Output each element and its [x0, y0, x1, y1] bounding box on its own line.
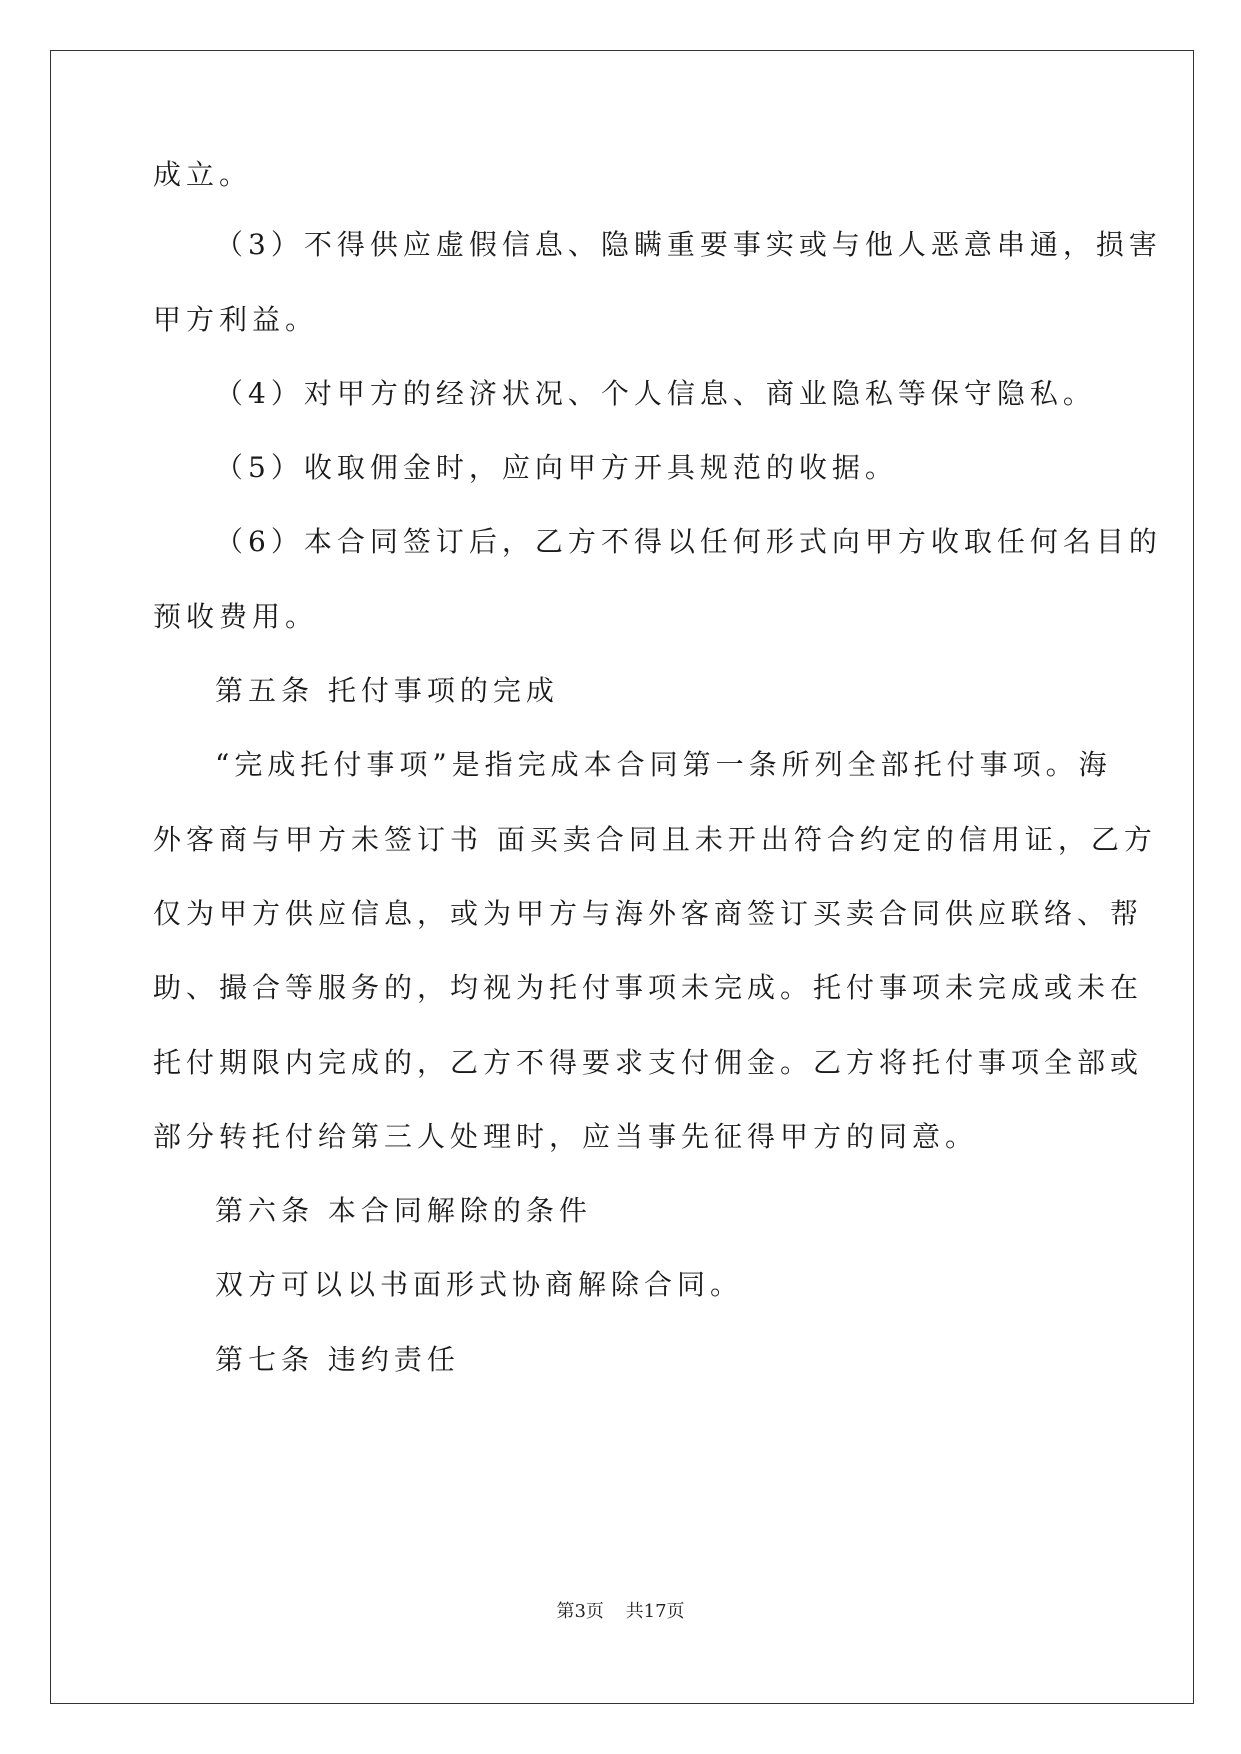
section-heading: 第五条 托付事项的完成	[215, 674, 559, 707]
text-line: 成立。	[153, 158, 253, 191]
text-line: （3）不得供应虚假信息、隐瞒重要事实或与他人恶意串通，损害	[215, 228, 1162, 261]
text-line: 仅为甲方供应信息，或为甲方与海外客商签订买卖合同供应联络、帮	[153, 897, 1144, 930]
text-line: 外客商与甲方未签订书 面买卖合同且未开出符合约定的信用证，乙方	[153, 823, 1157, 856]
text-line: “完成托付事项”是指完成本合同第一条所列全部托付事项。海	[215, 748, 1112, 781]
section-heading: 第六条 本合同解除的条件	[215, 1194, 592, 1227]
text-line: 甲方利益。	[153, 303, 319, 336]
section-heading: 第七条 违约责任	[215, 1343, 460, 1376]
page-footer	[0, 1600, 1241, 1624]
text-line: 预收费用。	[153, 600, 319, 633]
text-line: （5）收取佣金时，应向甲方开具规范的收据。	[215, 451, 898, 484]
text-line: （4）对甲方的经济状况、个人信息、商业隐私等保守隐私。	[215, 377, 1096, 410]
text-line: 部分转托付给第三人处理时，应当事先征得甲方的同意。	[153, 1120, 979, 1153]
text-line: 助、撮合等服务的，均视为托付事项未完成。托付事项未完成或未在	[153, 971, 1144, 1004]
text-line: 托付期限内完成的，乙方不得要求支付佣金。乙方将托付事项全部或	[153, 1046, 1144, 1079]
page-border	[50, 50, 1194, 1704]
text-line: 双方可以以书面形式协商解除合同。	[215, 1268, 744, 1301]
page-number-total: 共17页	[625, 1601, 685, 1622]
page-number-current: 第3页	[556, 1601, 604, 1622]
text-line: （6）本合同签订后，乙方不得以任何形式向甲方收取任何名目的	[215, 525, 1162, 558]
